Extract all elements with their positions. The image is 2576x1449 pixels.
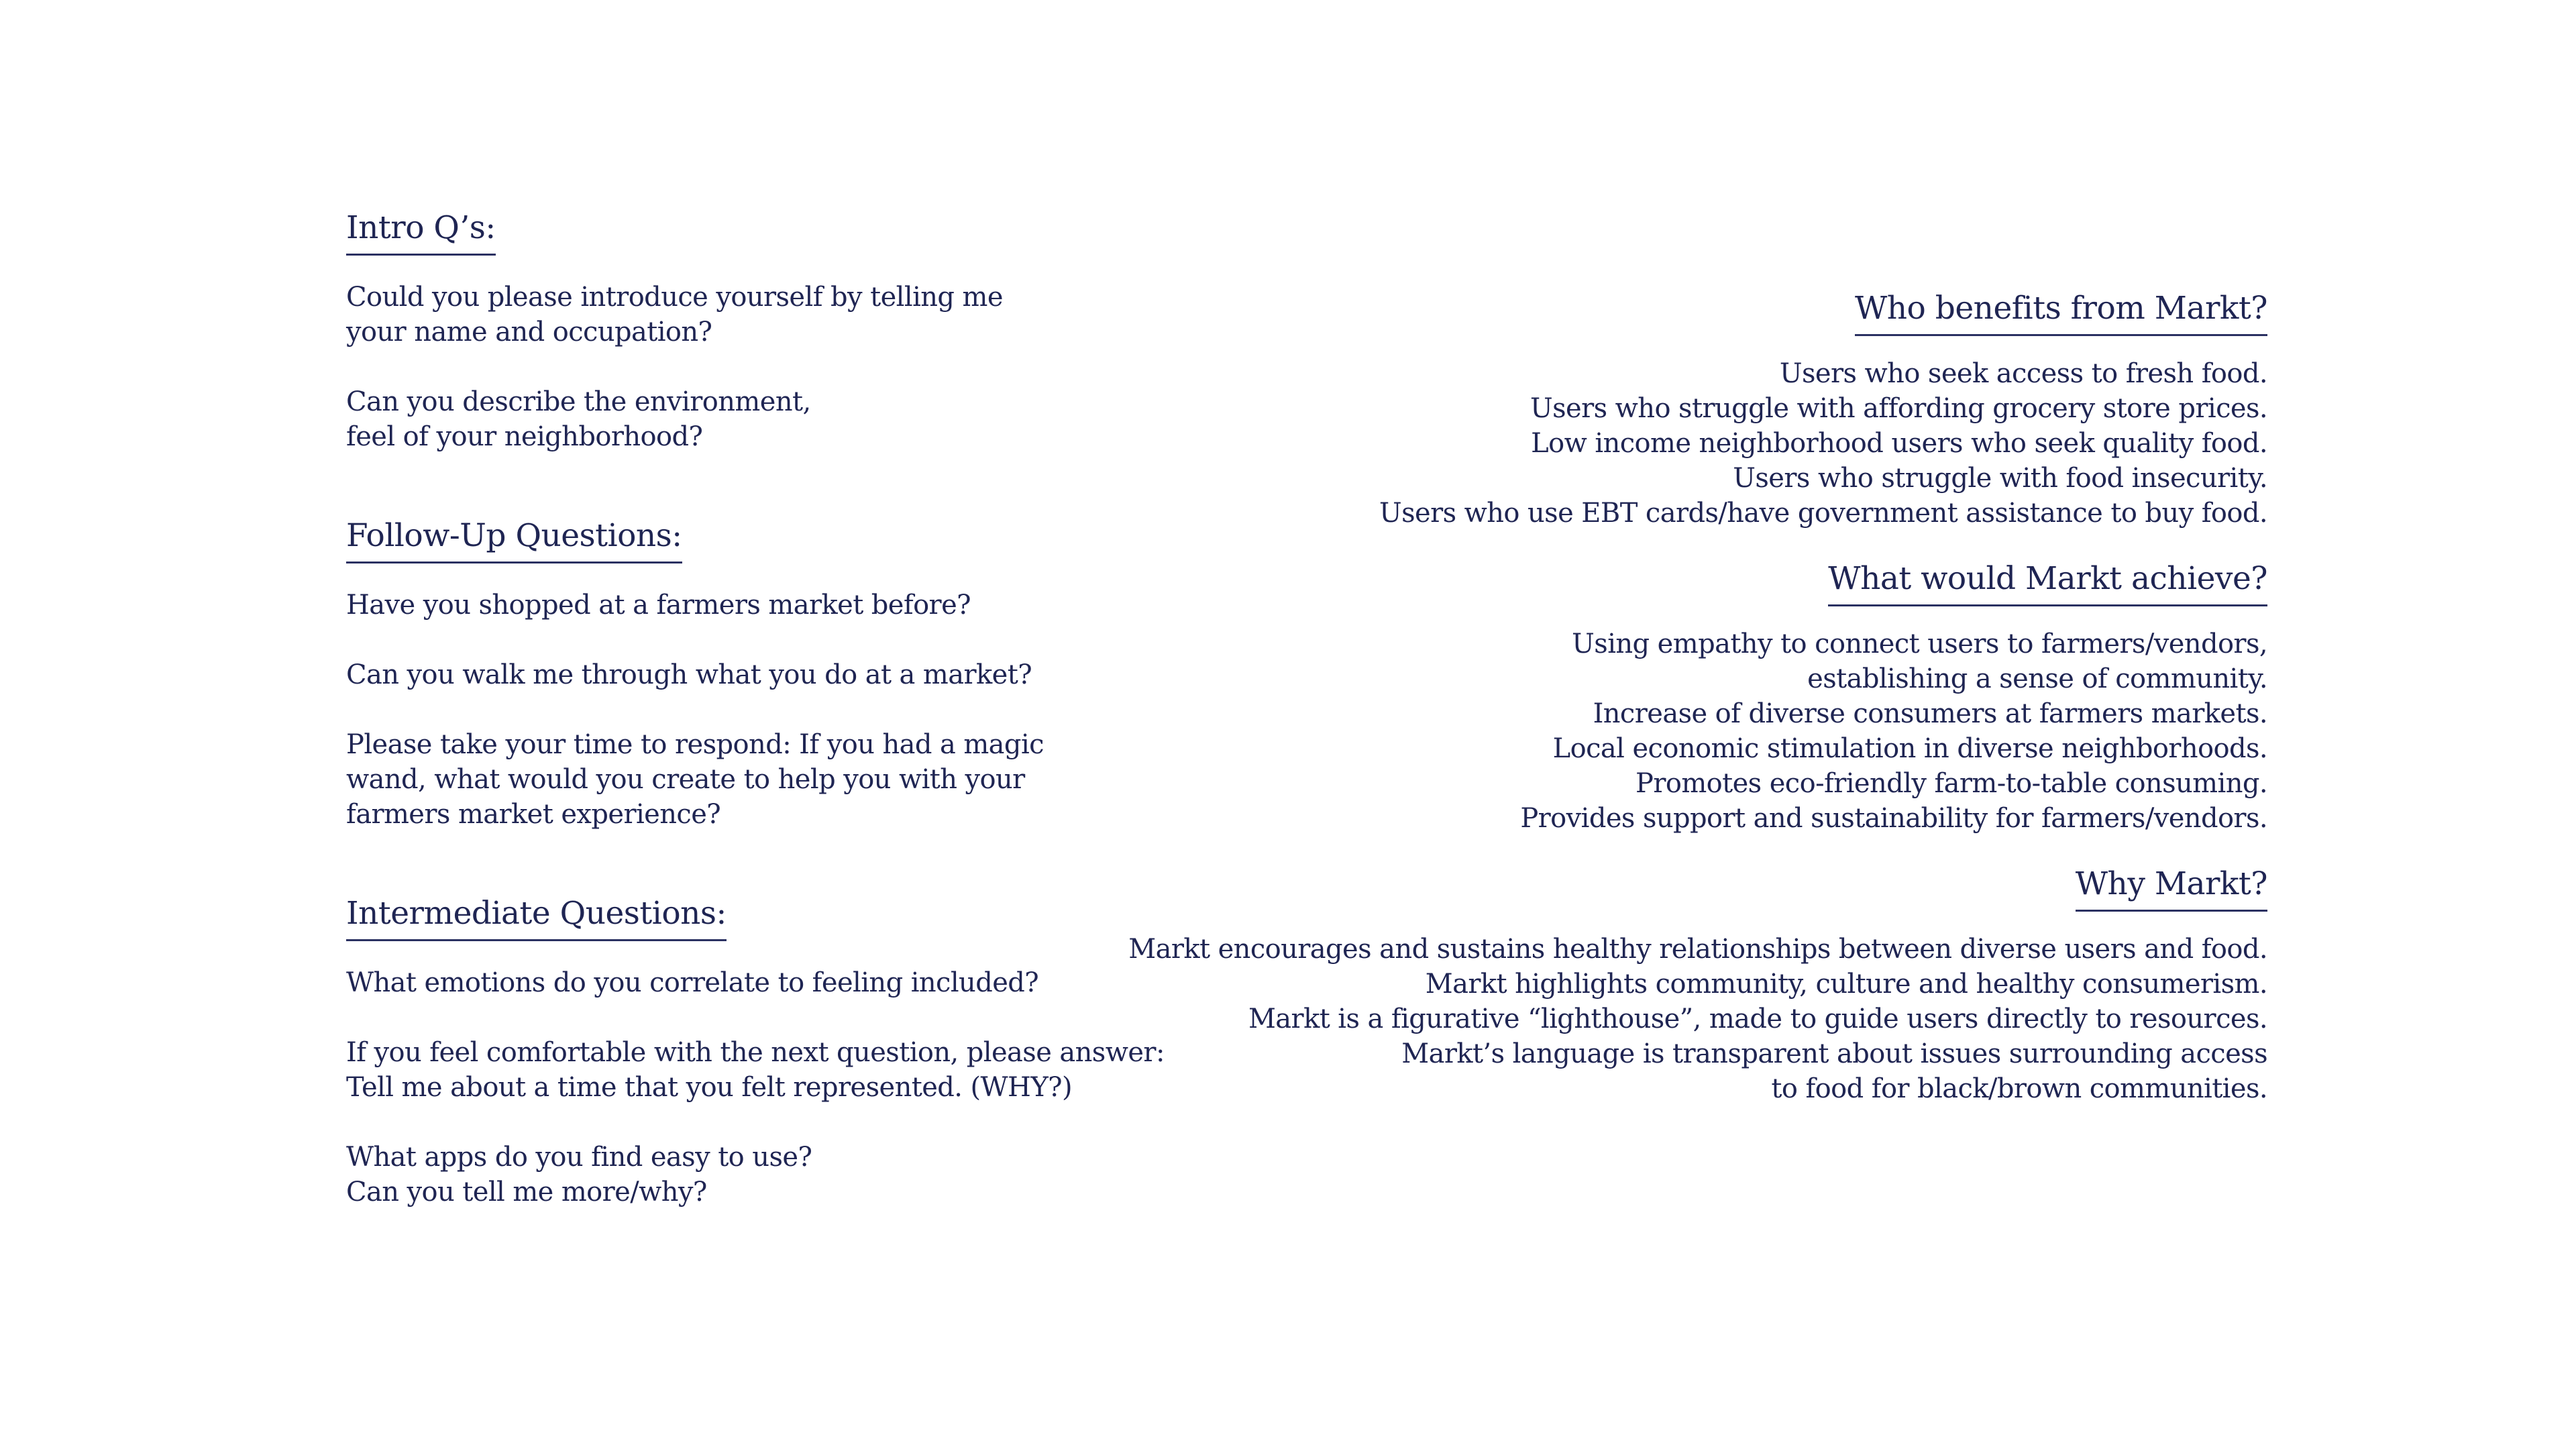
why-line: Markt’s language is transparent about issues surrounding access — [1401, 1038, 2267, 1069]
benefits-line: Low income neighborhood users who seek quality food. — [1531, 428, 2267, 459]
achieve-line: Promotes eco-friendly farm-to-table consuming. — [1635, 768, 2267, 799]
benefits-heading: Who benefits from Markt? — [1855, 288, 2267, 336]
benefits-line: Users who use EBT cards/have government assistance to buy food. — [1379, 498, 2267, 529]
why-line: Markt highlights community, culture and healthy consumerism. — [1425, 969, 2267, 1000]
intermediate-question: What emotions do you correlate to feeling included? — [346, 967, 1039, 998]
achieve-line: Using empathy to connect users to farmers/vendors, — [1572, 629, 2267, 659]
achieve-heading: What would Markt achieve? — [1828, 559, 2267, 606]
why-heading: Why Markt? — [2076, 864, 2267, 912]
intermediate-question: What apps do you find easy to use? Can you tell me more/why? — [346, 1142, 812, 1208]
markt-summary-column — [792, 288, 2267, 1134]
benefits-section — [792, 288, 2267, 531]
why-line: Markt encourages and sustains healthy relationships between diverse users and food. — [1128, 934, 2267, 965]
achieve-line: Local economic stimulation in diverse neighborhoods. — [1552, 733, 2267, 764]
achieve-line: Provides support and sustainability for farmers/vendors. — [1520, 803, 2267, 834]
benefits-line: Users who seek access to fresh food. — [1779, 358, 2267, 389]
benefits-line: Users who struggle with food insecurity. — [1733, 463, 2267, 494]
follow-up-heading: Follow-Up Questions: — [346, 516, 682, 564]
intro-heading: Intro Q’s: — [346, 208, 496, 256]
why-line: Markt is a figurative “lighthouse”, made to guide users directly to resources. — [1248, 1004, 2267, 1034]
why-line: to food for black/brown communities. — [1771, 1073, 2267, 1104]
intro-question: Could you please introduce yourself by telling me your name and occupation? — [346, 282, 1003, 347]
benefits-line: Users who struggle with affording grocery store prices. — [1529, 393, 2267, 424]
achieve-line: establishing a sense of community. — [1807, 663, 2267, 694]
follow-up-question: Please take your time to respond: If you had a magic wand, what would you create to help you with your farmers market experience? — [346, 729, 1044, 830]
achieve-line: Increase of diverse consumers at farmers markets. — [1593, 698, 2267, 729]
intermediate-question: If you feel comfortable with the next question, please answer: Tell me about a time that you felt represented. (WHY?) — [346, 1037, 1165, 1103]
intermediate-heading: Intermediate Questions: — [346, 894, 727, 941]
follow-up-question: Have you shopped at a farmers market before? — [346, 590, 971, 621]
achieve-section — [792, 559, 2267, 836]
why-section — [792, 864, 2267, 1106]
intro-question: Can you describe the environment, feel of your neighborhood? — [346, 386, 811, 452]
follow-up-question: Can you walk me through what you do at a market? — [346, 659, 1032, 690]
